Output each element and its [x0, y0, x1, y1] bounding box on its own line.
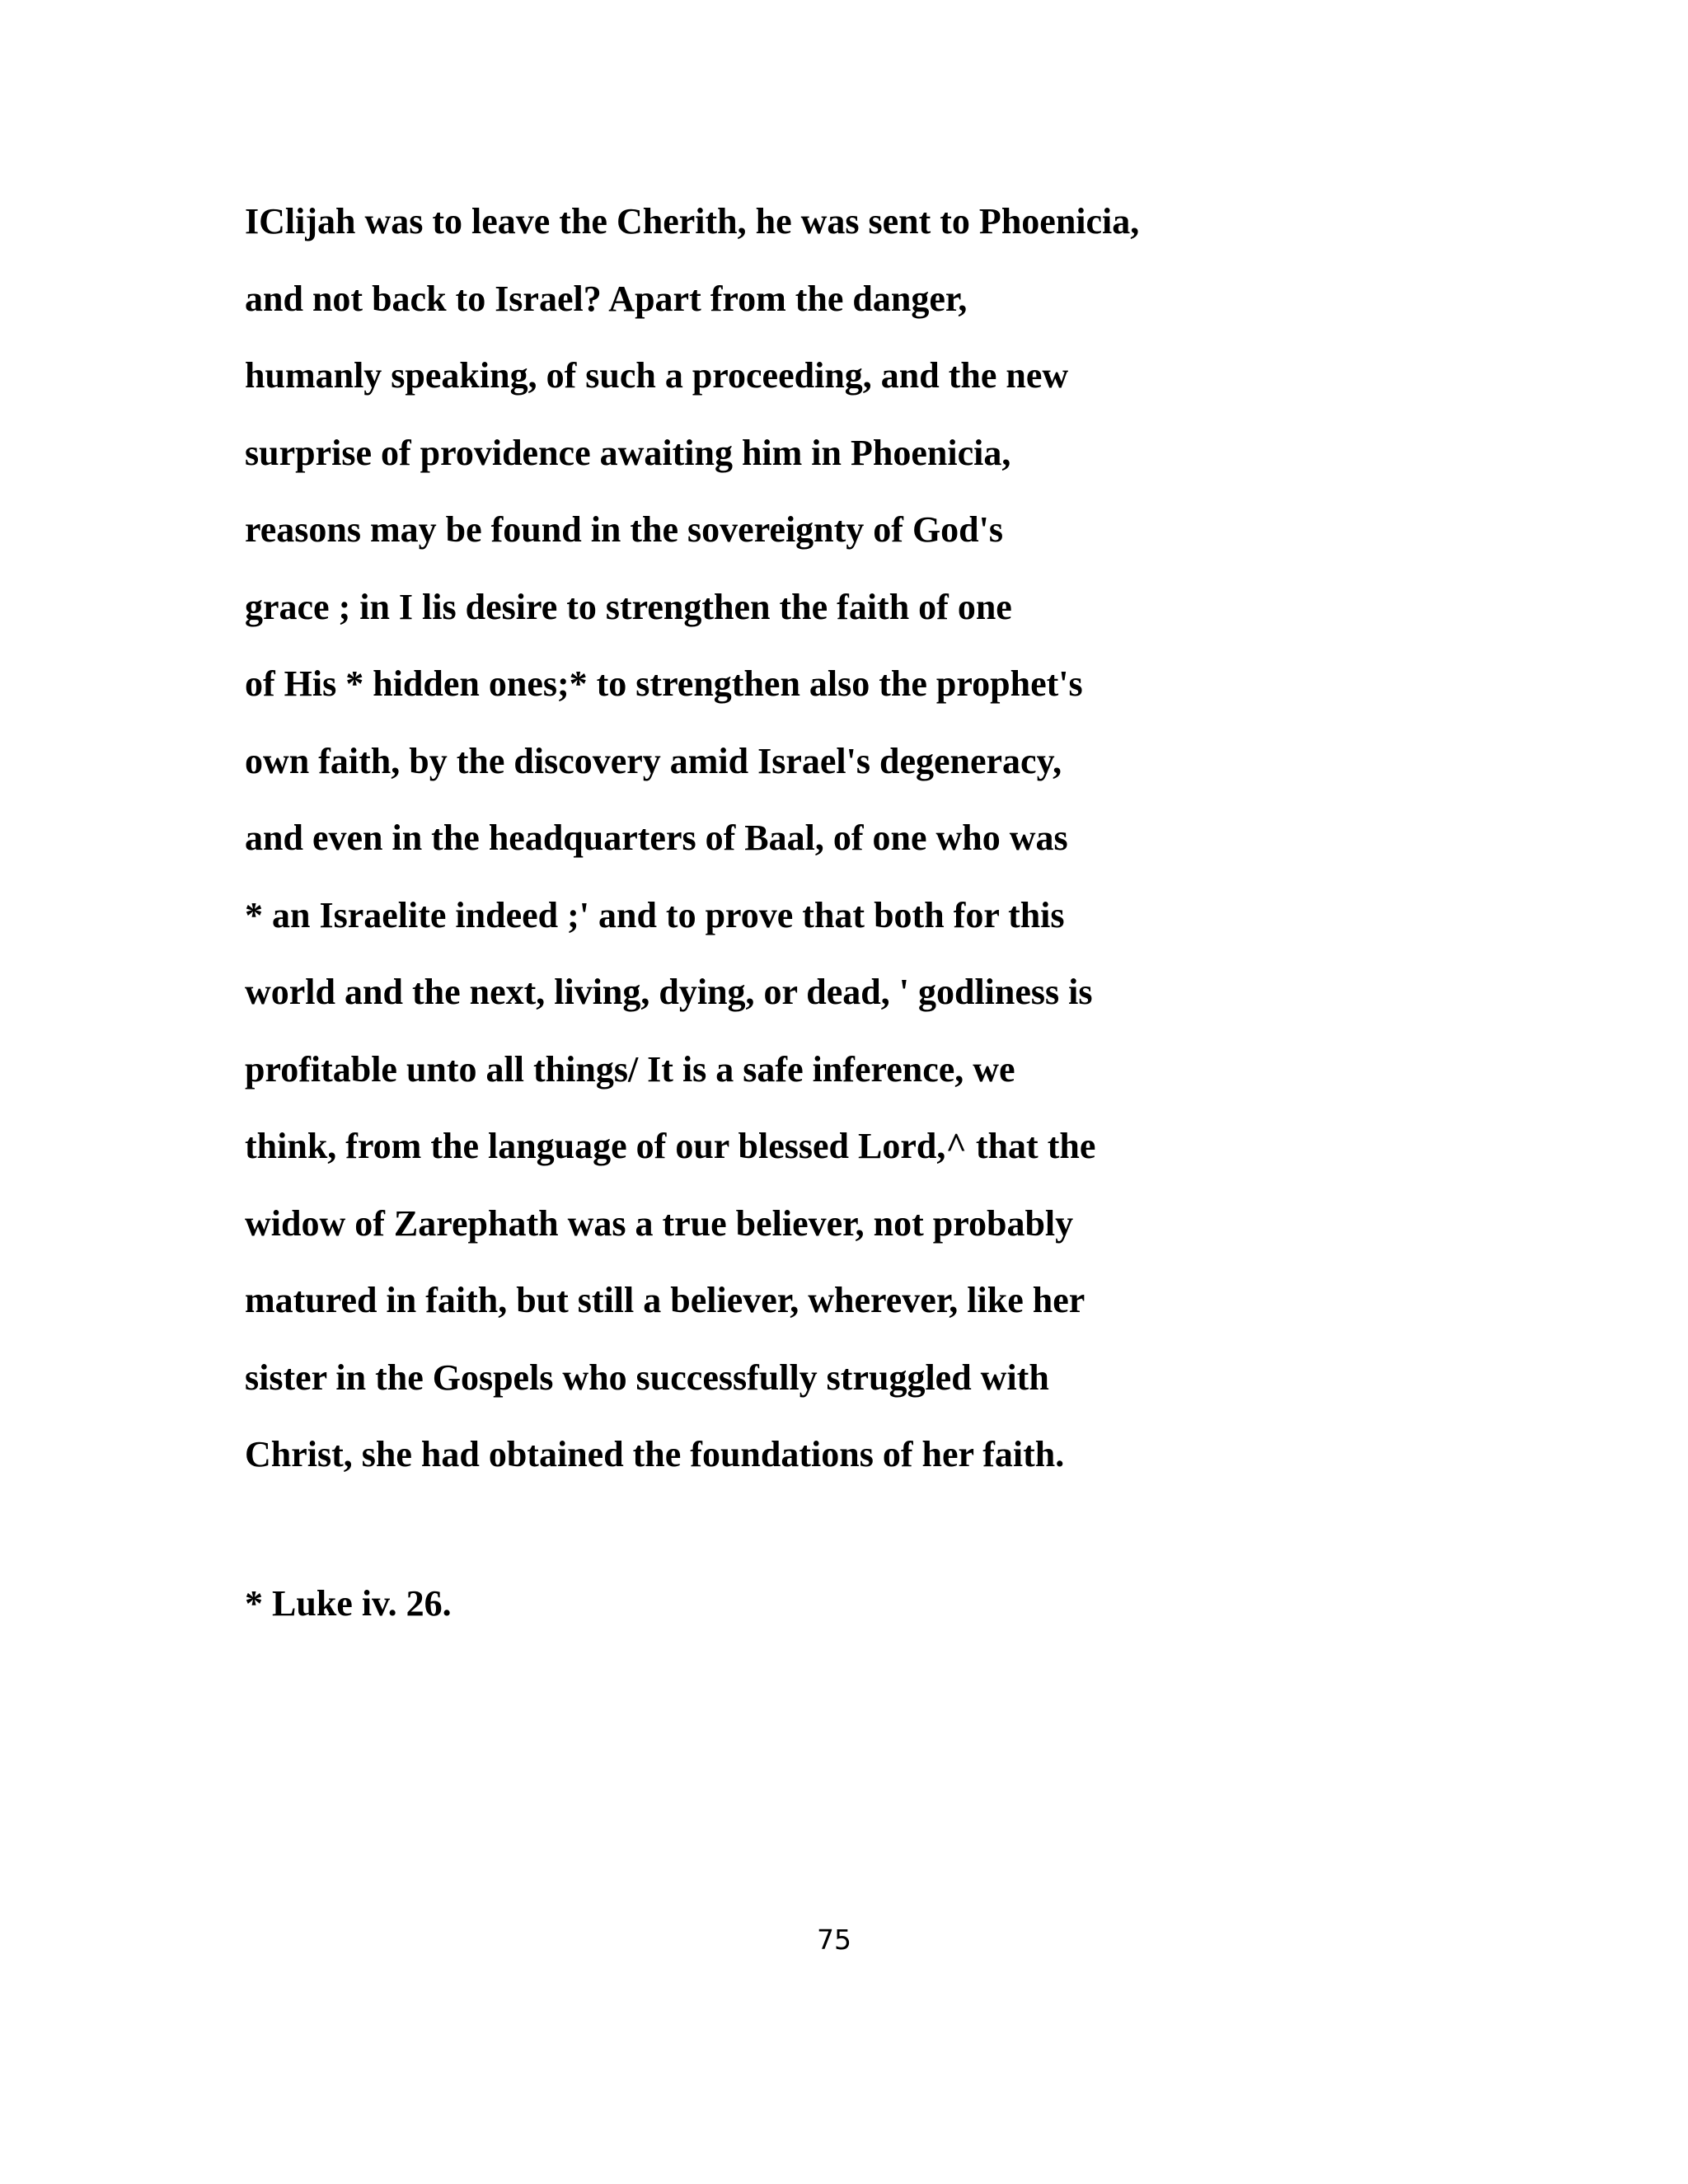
- text-line: sister in the Gospels who successfully struggled with: [245, 1357, 1049, 1398]
- text-line: and even in the headquarters of Baal, of one who was: [245, 818, 1068, 858]
- text-line: reasons may be found in the sovereignty of God's: [245, 509, 1004, 550]
- text-line: IClijah was to leave the Cherith, he was sent to Phoenicia,: [245, 201, 1140, 241]
- text-line: humanly speaking, of such a proceeding, and the new: [245, 355, 1069, 396]
- text-line: world and the next, living, dying, or dead, ' godliness is: [245, 972, 1093, 1012]
- text-line: grace ; in I lis desire to strengthen the faith of one: [245, 586, 1012, 627]
- text-line: own faith, by the discovery amid Israel's degeneracy,: [245, 740, 1062, 781]
- page-number: 75: [817, 1924, 851, 1956]
- text-line: of His * hidden ones;* to strengthen also the prophet's: [245, 663, 1083, 704]
- text-line: think, from the language of our blessed Lord,^ that the: [245, 1126, 1096, 1166]
- text-line: Christ, she had obtained the foundations of her faith.: [245, 1434, 1065, 1474]
- text-line: matured in faith, but still a believer, wherever, like her: [245, 1280, 1085, 1320]
- text-line: profitable unto all things/ It is a safe inference, we: [245, 1048, 1015, 1090]
- text-line: widow of Zarephath was a true believer, not probably: [245, 1202, 1074, 1244]
- footnote: * Luke iv. 26.: [245, 1583, 452, 1624]
- text-line: * an Israelite indeed ;' and to prove that both for this: [245, 894, 1065, 935]
- body-paragraph: [245, 183, 1564, 1493]
- text-line: and not back to Israel? Apart from the danger,: [245, 278, 968, 319]
- text-line: surprise of providence awaiting him in Phoenicia,: [245, 432, 1011, 473]
